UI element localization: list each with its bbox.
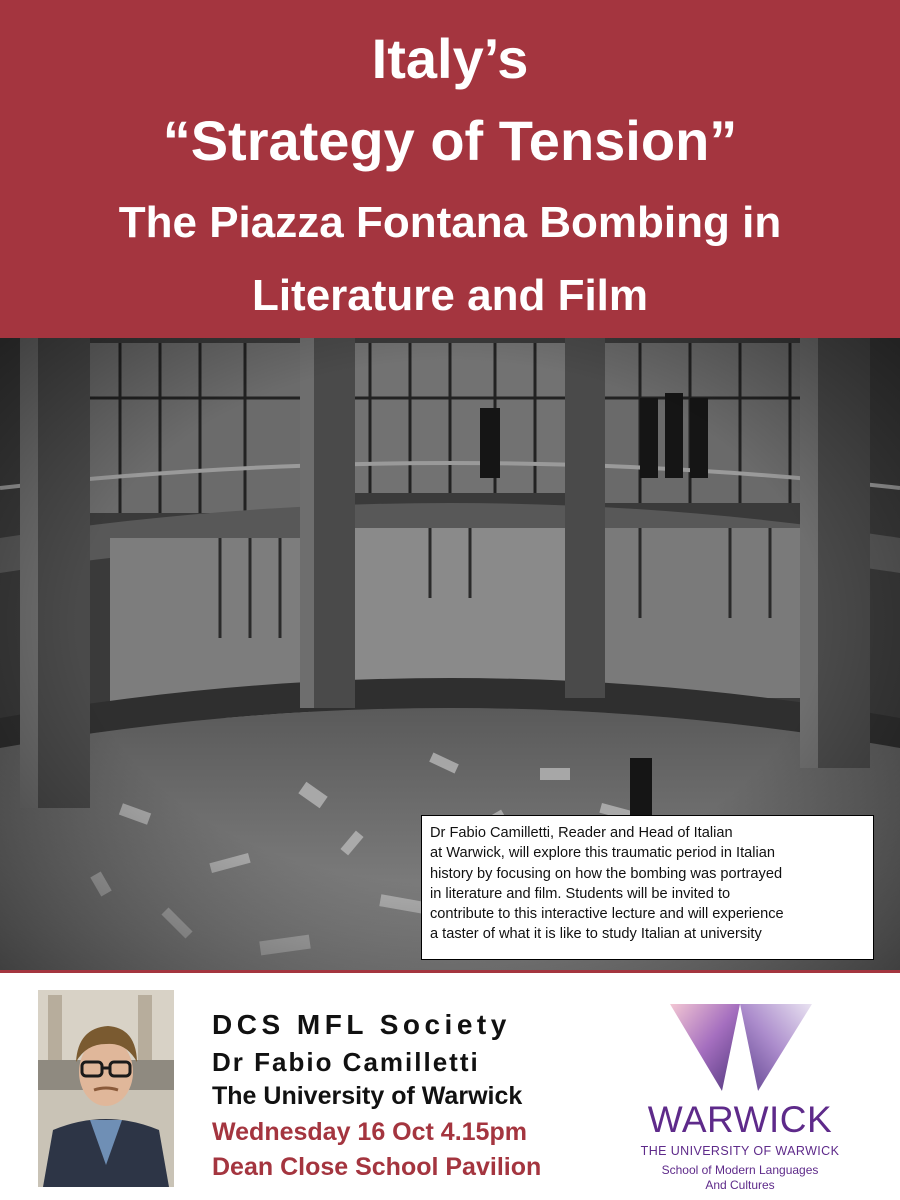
- logo-school-line-1: School of Modern Languages: [661, 1163, 819, 1177]
- logo-university: THE UNIVERSITY OF WARWICK: [640, 1144, 840, 1158]
- subtitle-line-1: The Piazza Fontana Bombing in: [118, 198, 782, 247]
- logo-wordmark: WARWICK: [647, 1099, 833, 1140]
- poster-header: [0, 0, 900, 338]
- warwick-logo: [640, 999, 840, 1194]
- description-line: at Warwick, will explore this traumatic period in Italian: [430, 845, 775, 862]
- speaker-portrait-photo: [38, 990, 174, 1187]
- description-line: Dr Fabio Camilletti, Reader and Head of Italian: [430, 825, 733, 841]
- event-datetime: Wednesday 16 Oct 4.15pm: [212, 1118, 527, 1146]
- speaker-name: Dr Fabio Camilletti: [212, 1047, 480, 1077]
- poster-footer: [0, 973, 900, 1200]
- description-line: in literature and film. Students will be invited to: [430, 885, 731, 902]
- logo-school-line-2: And Cultures: [705, 1178, 775, 1192]
- subtitle-line-2: Literature and Film: [251, 271, 649, 320]
- institution-name: The University of Warwick: [212, 1082, 523, 1110]
- warwick-w-logo-icon: [640, 999, 840, 1099]
- title-line-1: Italy’s: [371, 27, 529, 90]
- logo-school: [640, 1163, 840, 1193]
- event-description: [421, 815, 874, 960]
- event-venue: Dean Close School Pavilion: [212, 1153, 542, 1181]
- title-line-2: “Strategy of Tension”: [162, 109, 738, 172]
- society-name: DCS MFL Society: [212, 1009, 511, 1040]
- description-line: a taster of what it is like to study Italian at university: [430, 926, 762, 943]
- description-line: contribute to this interactive lecture and will experience: [430, 906, 784, 923]
- description-line: history by focusing on how the bombing was portrayed: [430, 865, 783, 882]
